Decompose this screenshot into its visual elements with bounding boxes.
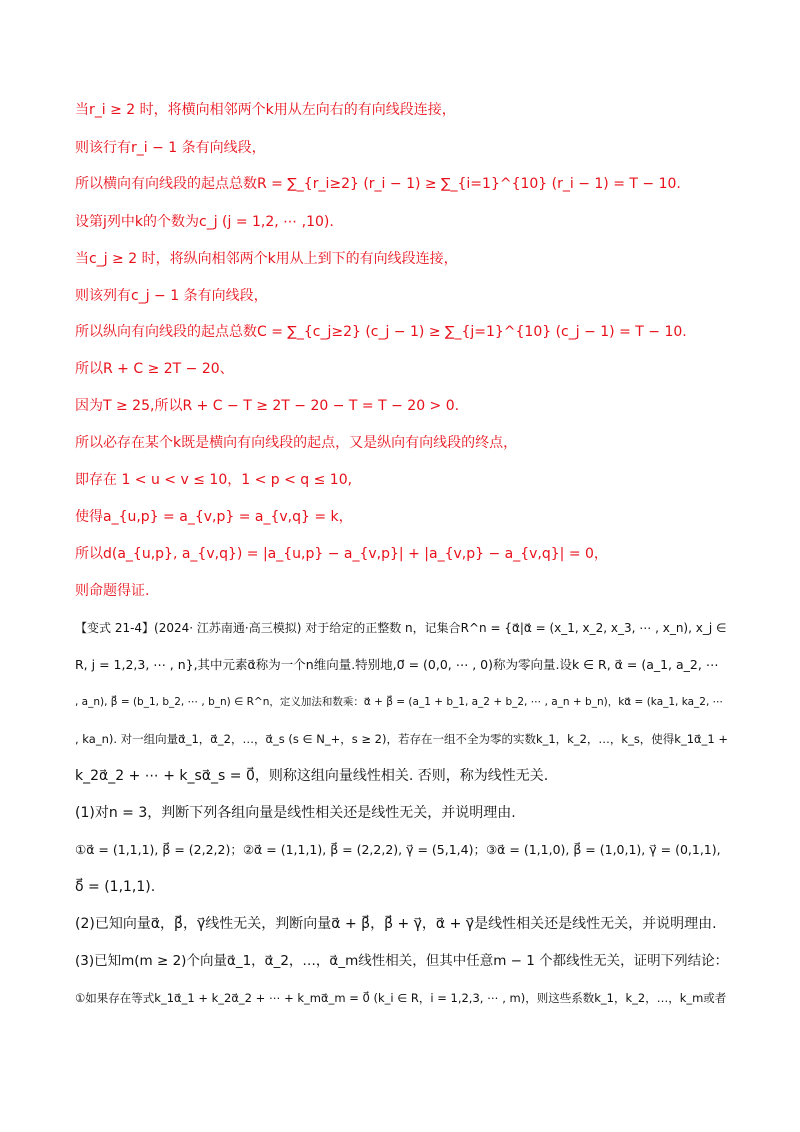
proof-line-2: 则该行有r_i − 1 条有向线段， bbox=[75, 140, 266, 156]
proof-line-11: 即存在 1 < u < v ≤ 10，1 < p < q ≤ 10, bbox=[75, 472, 353, 488]
proof-line-13: 所以d(a_{u,p}, a_{v,q}) = |a_{u,p} − a_{v,p}| + |a_{v,p} − a_{v,q}| = 0， bbox=[75, 546, 608, 562]
problem-line-10: (3)已知m(m ≥ 2)个向量α⃗_1，α⃗_2，…，α⃗_m线性相关，但其中任意m − 1 个都线性无关，证明下列结论： bbox=[75, 953, 729, 969]
problem-line-11: ①如果存在等式k_1α⃗_1 + k_2α⃗_2 + ⋯ + k_mα⃗_m = 0⃗ (k_i ∈ R，i = 1,2,3, ⋯ , m)，则这些系数k_1，k_2，…，k_m或者 bbox=[75, 991, 727, 1005]
proof-line-10: 所以必存在某个k既是横向有向线段的起点，又是纵向有向线段的终点， bbox=[75, 435, 518, 451]
problem-line-2: R, j = 1,2,3, ⋯ , n},其中元素α⃗称为一个n维向量.特别地,0⃗ = (0,0, ⋯ , 0)称为零向量.设k ∈ R, α⃗ = (a_1, a_2, ⋯ bbox=[75, 657, 719, 672]
proof-line-5: 当c_j ≥ 2 时，将纵向相邻两个k用从上到下的有向线段连接， bbox=[75, 251, 458, 267]
problem-line-3: , a_n), β⃗ = (b_1, b_2, ⋯ , b_n) ∈ R^n，定义加法和数乘：α⃗ + β⃗ = (a_1 + b_1, a_2 + b_2, ⋯ , a_n + b_n)，kα⃗ = (ka_1, ka_2, ⋯ bbox=[75, 696, 724, 708]
problem-line-6: (1)对n = 3，判断下列各组向量是线性相关还是线性无关，并说明理由. bbox=[75, 805, 516, 821]
proof-line-8: 所以R + C ≥ 2T − 20、 bbox=[75, 361, 234, 377]
problem-line-9: (2)已知向量α⃗，β⃗，γ⃗线性无关，判断向量α⃗ + β⃗，β⃗ + γ⃗，α⃗ + γ⃗是线性相关还是线性无关，并说明理由. bbox=[75, 916, 717, 932]
proof-line-14: 则命题得证. bbox=[75, 583, 150, 599]
proof-line-12: 使得a_{u,p} = a_{v,p} = a_{v,q} = k， bbox=[75, 509, 353, 525]
problem-line-7: ①α⃗ = (1,1,1), β⃗ = (2,2,2)；②α⃗ = (1,1,1), β⃗ = (2,2,2), γ⃗ = (5,1,4)；③α⃗ = (1,1,0), β⃗ = (1,0,1), γ⃗ = (0,1,1), bbox=[75, 842, 721, 857]
problem-line-1: 【变式 21-4】(2024· 江苏南通·高三模拟) 对于给定的正整数 n，记集合R^n = {α⃗|α⃗ = (x_1, x_2, x_3, ⋯ , x_n), x_j ∈ bbox=[75, 621, 727, 635]
proof-line-6: 则该列有c_j − 1 条有向线段， bbox=[75, 288, 268, 304]
proof-line-9: 因为T ≥ 25,所以R + C − T ≥ 2T − 20 − T = T − 20 > 0. bbox=[75, 398, 460, 414]
problem-line-5: k_2α⃗_2 + ⋯ + k_sα⃗_s = 0⃗，则称这组向量线性相关. 否则，称为线性无关. bbox=[75, 768, 549, 784]
problem-line-8: δ⃗ = (1,1,1). bbox=[75, 879, 156, 895]
proof-line-3: 所以横向有向线段的起点总数R = ∑_{r_i≥2} (r_i − 1) ≥ ∑_{i=1}^{10} (r_i − 1) = T − 10. bbox=[75, 176, 681, 192]
proof-line-4: 设第j列中k的个数为c_j (j = 1,2, ⋯ ,10). bbox=[75, 214, 334, 230]
proof-line-7: 所以纵向有向线段的起点总数C = ∑_{c_j≥2} (c_j − 1) ≥ ∑_{j=1}^{10} (c_j − 1) = T − 10. bbox=[75, 324, 687, 340]
proof-line-1: 当r_i ≥ 2 时，将横向相邻两个k用从左向右的有向线段连接， bbox=[75, 102, 456, 118]
problem-line-4: , ka_n). 对一组向量α⃗_1，α⃗_2，…，α⃗_s (s ∈ N_+，s ≥ 2)，若存在一组不全为零的实数k_1，k_2，…，k_s，使得k_1α⃗_1 + bbox=[75, 732, 728, 746]
